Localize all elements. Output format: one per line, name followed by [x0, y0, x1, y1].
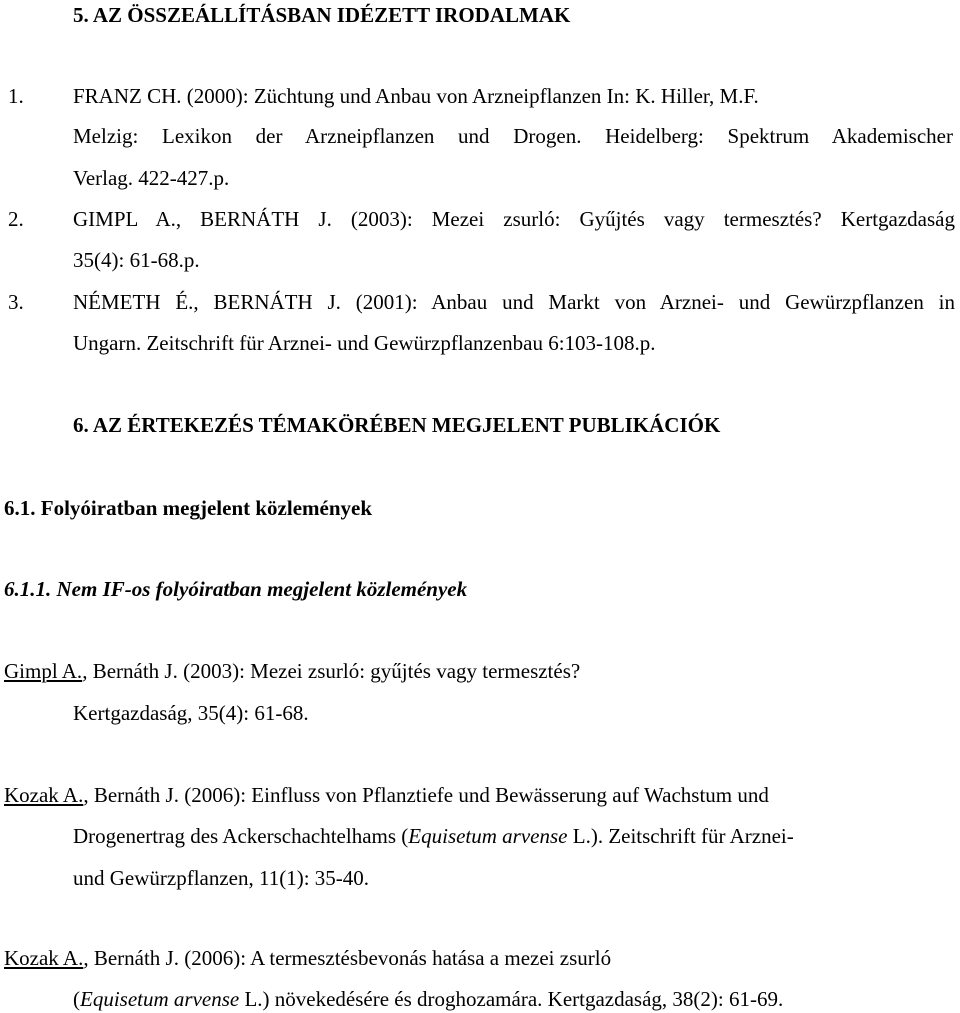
pub-3-species-name: Equisetum arvense: [80, 987, 240, 1011]
ref-1-number: 1.: [8, 84, 24, 108]
pub-2-line-2-post: L.). Zeitschrift für Arznei-: [567, 824, 794, 848]
ref-2-number: 2.: [8, 207, 24, 231]
pub-2-species-name: Equisetum arvense: [408, 824, 568, 848]
ref-2-line-2: 35(4): 61-68.p.: [73, 248, 200, 272]
pub-1-line-1-rest: , Bernáth J. (2003): Mezei zsurló: gyűjtés vagy termesztés?: [82, 659, 581, 683]
ref-1-line-1: FRANZ CH. (2000): Züchtung und Anbau von Arzneipflanzen In: K. Hiller, M.F.: [73, 84, 759, 108]
pub-3-first-author: Kozak A.: [4, 946, 84, 970]
section-6-heading: 6. AZ ÉRTEKEZÉS TÉMAKÖRÉBEN MEGJELENT PUBLIKÁCIÓK: [73, 413, 721, 437]
pub-3-line-2-post: L.) növekedésére és droghozamára. Kertgazdaság, 38(2): 61-69.: [239, 987, 784, 1011]
pub-2-line-3: und Gewürzpflanzen, 11(1): 35-40.: [73, 866, 370, 890]
ref-3-number: 3.: [8, 290, 24, 314]
pub-1-first-author: Gimpl A.: [4, 659, 83, 683]
pub-2-line-2: [73, 824, 794, 848]
pub-2-line-2-pre: Drogenertrag des Ackerschachtelhams (: [73, 824, 409, 848]
pub-2-line-1-rest: , Bernáth J. (2006): Einfluss von Pflanztiefe und Bewässerung auf Wachstum und: [83, 783, 769, 807]
ref-3-line-2: Ungarn. Zeitschrift für Arznei- und Gewürzpflanzenbau 6:103-108.p.: [73, 331, 656, 355]
subsection-6-1-1-heading: 6.1.1. Nem IF-os folyóiratban megjelent közlemények: [4, 577, 468, 601]
pub-3-line-2: [73, 987, 783, 1011]
ref-1-line-2: Melzig: Lexikon der Arzneipflanzen und Drogen. Heidelberg: Spektrum Akademischer: [73, 124, 953, 148]
pub-3-line-2-pre: (: [73, 987, 80, 1011]
pub-1-line-1: [4, 659, 580, 683]
subsection-6-1-heading: 6.1. Folyóiratban megjelent közlemények: [4, 496, 373, 520]
pub-3-line-1-rest: , Bernáth J. (2006): A termesztésbevonás hatása a mezei zsurló: [83, 946, 612, 970]
ref-3-line-1: NÉMETH É., BERNÁTH J. (2001): Anbau und Markt von Arznei- und Gewürzpflanzen in: [73, 290, 955, 314]
pub-1-line-2: Kertgazdaság, 35(4): 61-68.: [73, 701, 309, 725]
pub-3-line-1: [4, 946, 611, 970]
section-5-heading: 5. AZ ÖSSZEÁLLÍTÁSBAN IDÉZETT IRODALMAK: [73, 3, 571, 27]
ref-2-line-1: GIMPL A., BERNÁTH J. (2003): Mezei zsurló: Gyűjtés vagy termesztés? Kertgazdaság: [73, 207, 955, 231]
pub-2-line-1: [4, 783, 769, 807]
pub-2-first-author: Kozak A.: [4, 783, 84, 807]
ref-1-line-3: Verlag. 422-427.p.: [73, 166, 230, 190]
